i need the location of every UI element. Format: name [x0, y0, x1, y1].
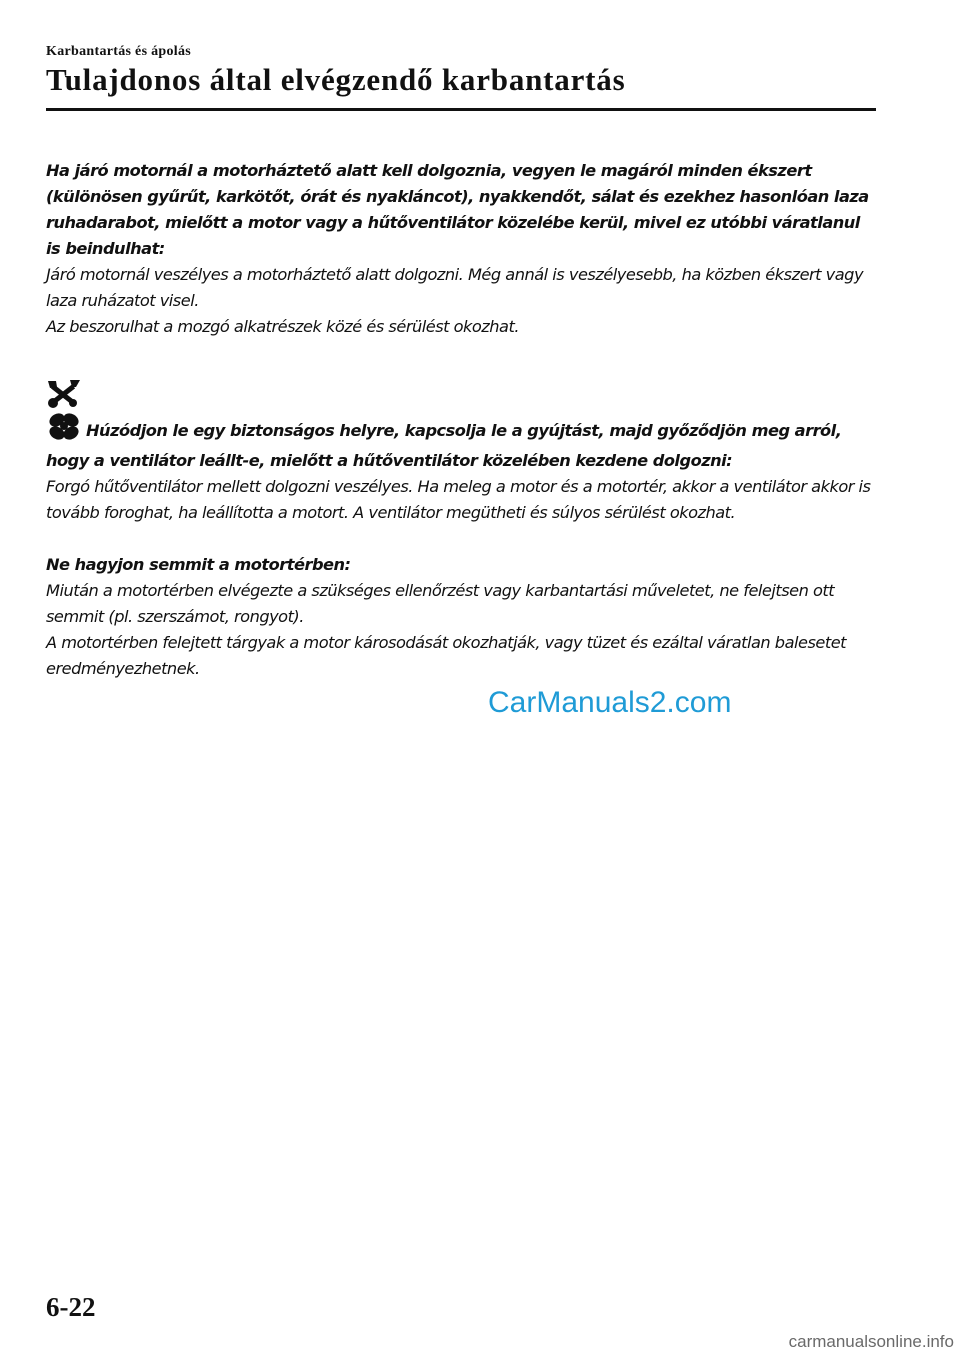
title-rule	[46, 108, 876, 111]
warning-body-fan: Forgó hűtőventilátor mellett dolgozni veszélyes. Ha meleg a motor és a motortér, akkor a ventilátor akkor is tovább foroghat, ha leállította a motort. A ventilátor megütheti és súlyos sérülést okozhat.	[46, 477, 871, 522]
footer-site: carmanualsonline.info	[788, 1332, 954, 1351]
warning-body-jewelry-2: Az beszorulhat a mozgó alkatrészek közé és sérülést okozhat.	[46, 317, 519, 336]
watermark-logo: CarManuals2.com	[488, 686, 732, 719]
icon-row	[46, 374, 874, 412]
warning-content	[46, 158, 874, 682]
running-head: Karbantartás és ápolás	[46, 44, 192, 59]
spacer	[46, 340, 874, 374]
tools-icon	[46, 378, 82, 410]
warning-heading-fan-text: Húzódjon le egy biztonságos helyre, kapcsolja le a gyújtást, majd győződjön meg arról, hogy a ventilátor leállt-e, mielőtt a hűtőventilátor közelében kezdene dolgozni:	[46, 421, 842, 470]
fan-icon	[46, 412, 82, 448]
page-number: 6-22	[46, 1292, 96, 1322]
warning-body-jewelry-1: Járó motornál veszélyes a motorháztető alatt dolgozni. Még annál is veszélyesebb, ha közben ékszert vagy laza ruházatot visel.	[46, 265, 864, 310]
page-title: Tulajdonos által elvégzendő karbantartás	[46, 62, 626, 97]
spacer	[46, 526, 874, 552]
warning-heading-engine-bay: Ne hagyjon semmit a motortérben:	[46, 555, 351, 574]
warning-body-engine-bay-2: A motortérben felejtett tárgyak a motor károsodását okozhatják, vagy tüzet és ezáltal váratlan balesetet eredményezhetnek.	[46, 633, 846, 678]
warning-heading-jewelry: Ha járó motornál a motorháztető alatt kell dolgoznia, vegyen le magáról minden ékszert (különösen gyűrűt, karkötőt, órát és nyakláncot), nyakkendőt, sálat és ezekhez hasonlóan laza ruhadarabot, mielőtt a motor vagy a hűtőventilátor közelébe kerül, mivel ez utóbbi váratlanul is beindulhat:	[46, 161, 869, 258]
warning-body-engine-bay-1: Miután a motortérben elvégezte a szükséges ellenőrzést vagy karbantartási műveletet, ne felejtsen ott semmit (pl. szerszámot, rongyot).	[46, 581, 835, 626]
warning-heading-fan	[46, 412, 874, 474]
